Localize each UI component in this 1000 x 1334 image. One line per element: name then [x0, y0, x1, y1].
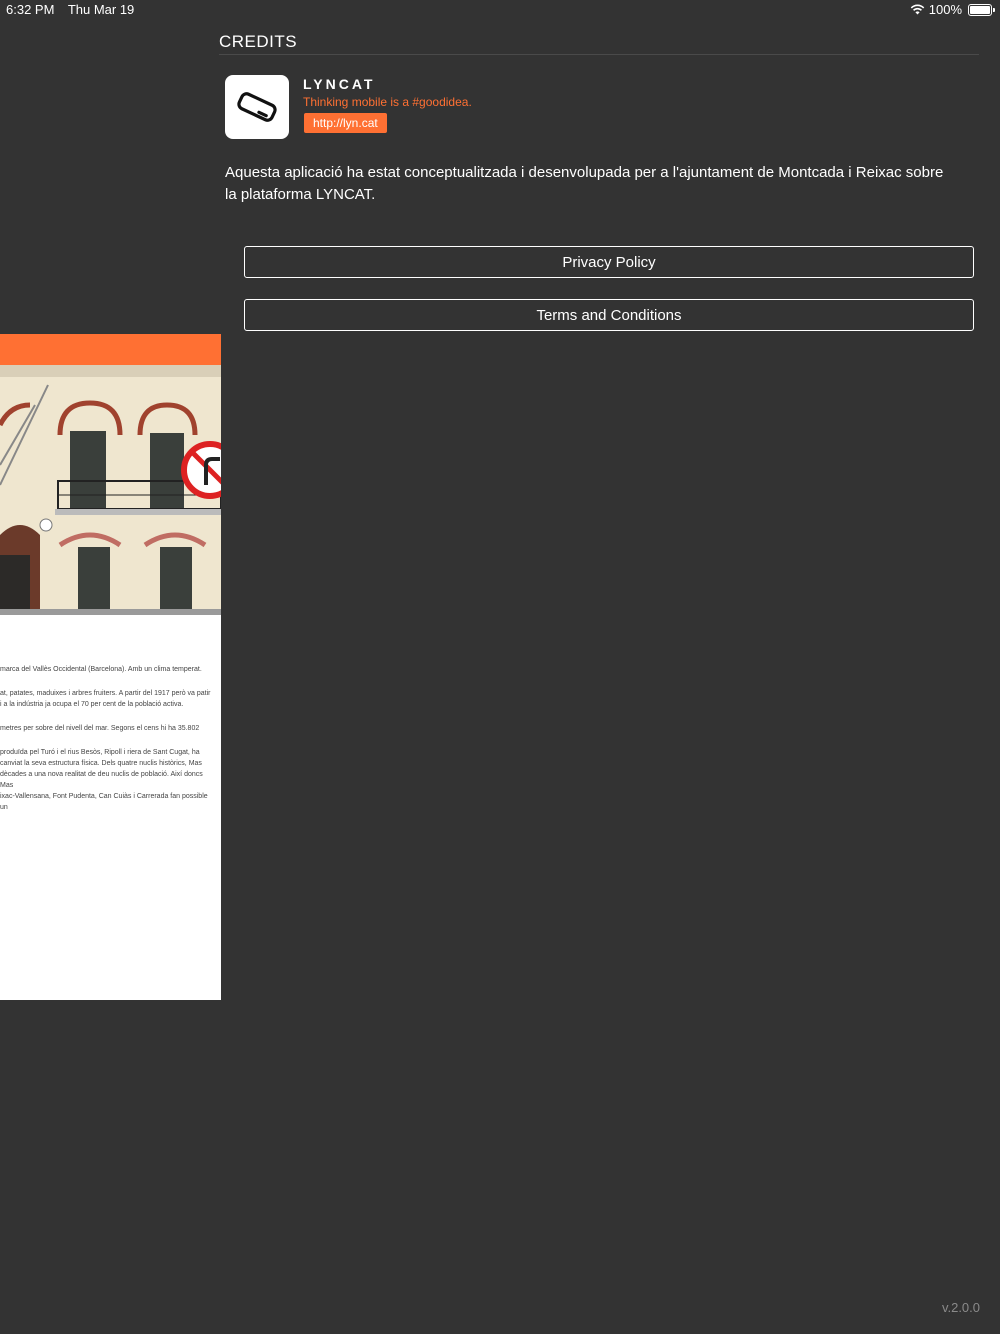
brand-name: LYNCAT — [303, 76, 376, 92]
device-outline-icon — [235, 92, 279, 122]
status-left — [6, 2, 144, 17]
app-version: v.2.0.0 — [941, 1300, 980, 1315]
status-date: Thu Mar 19 — [67, 2, 135, 17]
preview-header-bar — [0, 334, 221, 365]
brand-tagline: Thinking mobile is a #goodidea. — [303, 95, 472, 109]
building-photo — [0, 365, 221, 615]
status-time: 6:32 PM — [6, 2, 55, 17]
status-bar — [0, 0, 1000, 20]
preview-paragraph: marca del Vallès Occidental (Barcelona). Amb un clima temperat. — [0, 666, 202, 673]
app-preview-panel[interactable] — [0, 334, 221, 1000]
credits-title: CREDITS — [219, 32, 298, 51]
privacy-policy-button[interactable]: Privacy Policy — [244, 246, 974, 278]
website-link[interactable]: http://lyn.cat — [304, 113, 387, 133]
wifi-icon — [910, 4, 925, 15]
battery-icon — [968, 4, 992, 16]
preview-paragraph: produïda pel Turó i el rius Besòs, Ripoll i riera de Sant Cugat, ha canviat la seva estructura física. Dels quatre nuclis històrics, Mas dècades a una nova realitat de deu nuclis de població. Així doncs Mas ixac-Vallensana, Font Pudenta, Can Cuiàs i Carrerada fan possible un — [0, 749, 208, 811]
credits-description: Aquesta aplicació ha estat conceptualitzada i desenvolupada per a l'ajuntament de Montcada i Reixac sobre la plataforma LYNCAT. — [225, 164, 944, 203]
preview-paragraph: metres per sobre del nivell del mar. Segons el cens hi ha 35.802 — [0, 725, 200, 732]
status-right — [910, 2, 992, 17]
battery-percent: 100% — [928, 2, 962, 17]
preview-article-text — [0, 664, 215, 826]
preview-paragraph: at, patates, maduixes i arbres fruiters. A partir del 1917 però va patir i a la indústria ja ocupa el 70 per cent de la població activa. — [0, 690, 211, 708]
terms-conditions-button[interactable]: Terms and Conditions — [244, 299, 974, 331]
divider — [219, 54, 979, 55]
lyncat-logo — [225, 75, 289, 139]
